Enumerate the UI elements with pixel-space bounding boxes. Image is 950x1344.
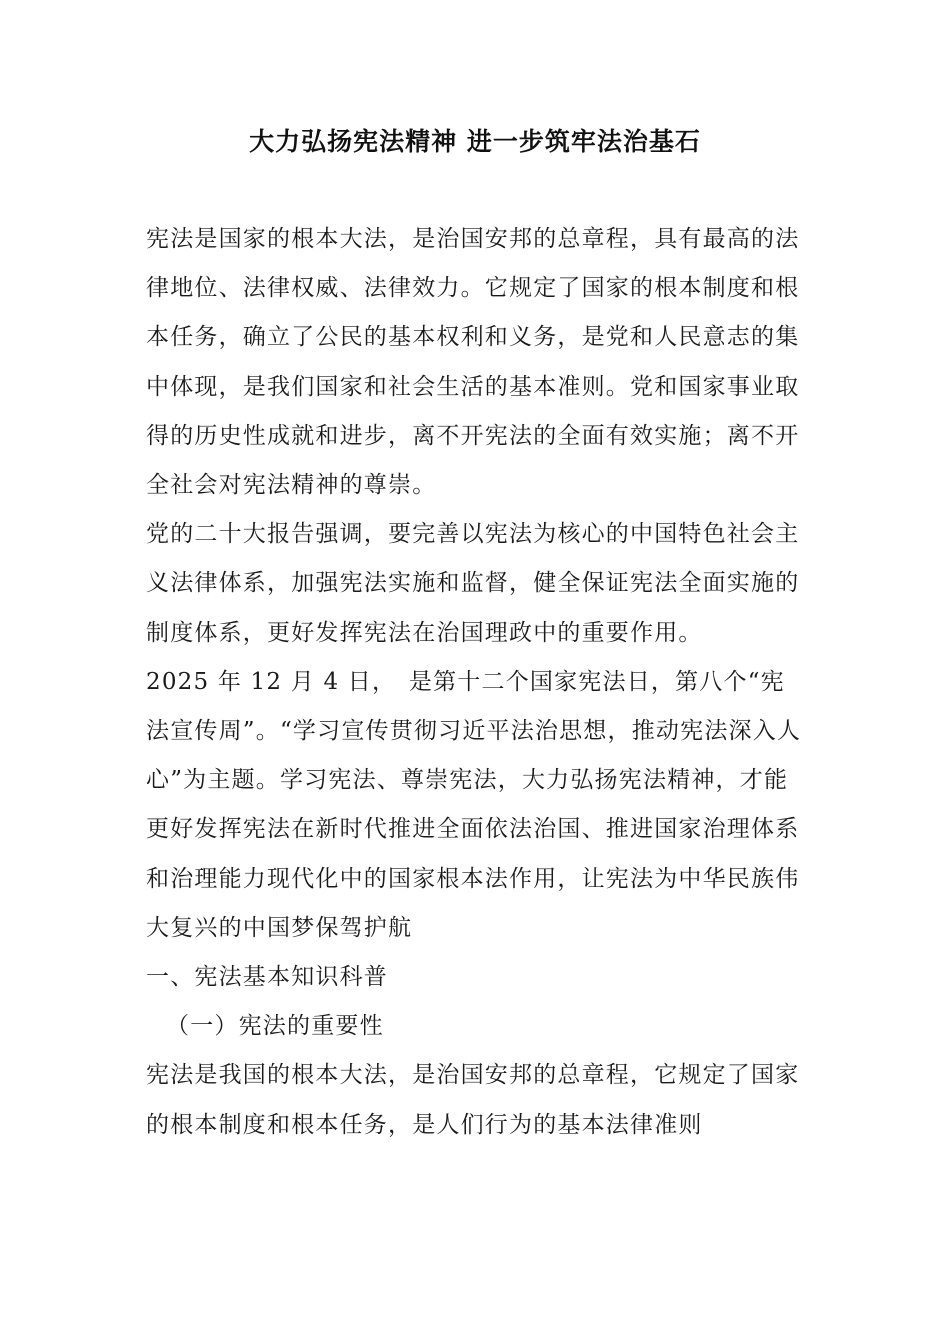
subsection-heading: （一）宪法的重要性: [166, 1013, 384, 1040]
paragraph-constitution-intro: 宪法是国家的根本大法，是治国安邦的总章程，具有最高的法律地位、法律权威、法律效力。它规定了国家的根本制度和根本任务，确立了公民的基本权利和义务，是党和人民意志的集中体现，是我们国家和社会生活的基本准则。党和国家事业取得的历史性成就和进步，离不开宪法的全面有效实施；离不开全社会对宪法精神的尊崇。: [146, 226, 800, 499]
paragraph-constitution-day: 2025 年 12 月 4 日， 是第十二个国家宪法日，第八个“宪法宣传周”。“学习宣传贯彻习近平法治思想，推动宪法深入人心”为主题。学习宪法、尊崇宪法，大力弘扬宪法精神，才能更好发挥宪法在新时代推进全面依法治国、推进国家治理体系和治理能力现代化中的国家根本法作用，让宪法为中华民族伟大复兴的中国梦保驾护航: [146, 668, 802, 941]
section-heading: 一、宪法基本知识科普: [146, 964, 388, 991]
document-title: 大力弘扬宪法精神 进一步筑牢法治基石: [249, 127, 701, 156]
paragraph-twentieth-congress: 党的二十大报告强调，要完善以宪法为核心的中国特色社会主义法律体系，加强宪法实施和监督，健全保证宪法全面实施的制度体系，更好发挥宪法在治国理政中的重要作用。: [146, 521, 800, 646]
document-body: [146, 215, 808, 1150]
paragraph-importance: 宪法是我国的根本大法，是治国安邦的总章程，它规定了国家的根本制度和根本任务，是人们行为的基本法律准则: [146, 1062, 800, 1138]
